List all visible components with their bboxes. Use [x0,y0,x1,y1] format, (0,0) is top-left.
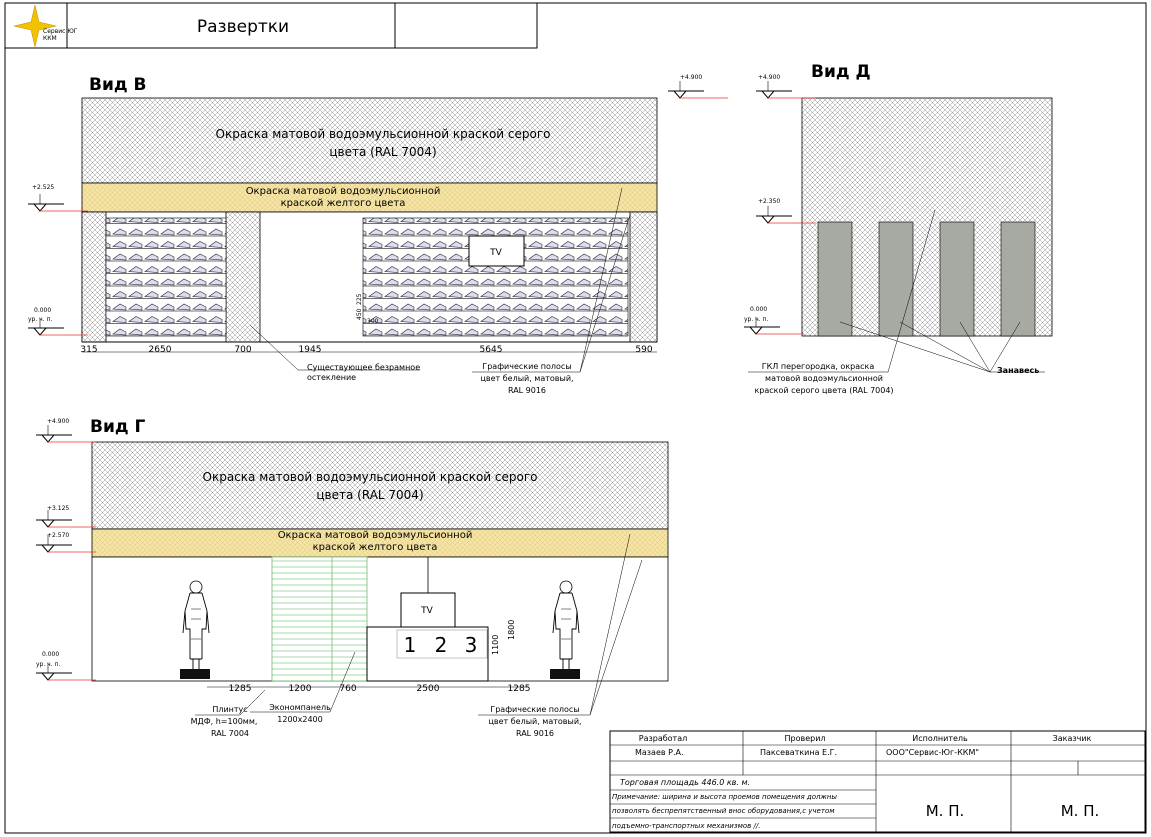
callout-curtain: Занавесь [997,366,1040,375]
plinth-right [550,669,580,679]
level-g-3125: +3.125 [47,505,70,512]
tb-note-2: позволять беспрепятственный внос оборудования,с учетом [612,807,835,815]
callout-panel-2: 1200х2400 [277,715,323,724]
sheet-title: Развертки [196,17,290,37]
callout-plinth-1: Плинтус [212,705,248,714]
dim-225: 225 [356,293,363,305]
dim-300: 300 [367,318,379,325]
dim-2650: 2650 [148,345,172,355]
tb-developer-name: Мазаев Р.А. [635,748,684,757]
curtain-4 [1001,222,1035,336]
title-block [610,731,1145,832]
logo-line-1: Сервис ЮГ [43,28,78,35]
level-d-0: 0.000 [750,306,768,313]
company-logo-icon [14,5,78,47]
dim-g-1285b: 1285 [507,684,531,694]
callout-stripes-2: цвет белый, матовый, [480,374,574,383]
callout-gkl-2: матовой водоэмульсионной [765,374,883,383]
dim-1945: 1945 [298,345,322,355]
header-block [5,3,537,48]
level-2525: +2.525 [32,184,55,191]
dim-g-1100: 1100 [491,634,500,655]
dim-700: 700 [234,345,252,355]
counter-1: 1 [403,633,417,657]
view-g-gray-label-1: Окраска матовой водоэмульсионной краской серого [202,470,538,484]
level-g-0: 0.000 [42,651,60,658]
curtain-1 [818,222,852,336]
level-d-2350: +2.350 [758,198,781,205]
view-g-yellow-label-1: Окраска матовой водоэмульсионной [277,530,473,541]
tv-label-g: TV [421,606,433,616]
view-v-yellow-label-2: краской желтого цвета [280,198,406,209]
level-g-2570: +2.570 [47,532,70,539]
tv-label: TV [490,248,502,258]
callout-panel-1: Экономпанель [269,703,331,712]
view-v-gray-label-2: цвета (RAL 7004) [329,145,437,159]
callout-stripes-3: RAL 9016 [507,386,547,395]
view-g-yellow-label-2: краской желтого цвета [312,542,438,553]
plinth-left [180,669,210,679]
curtain-2 [879,222,913,336]
view-d-title: Вид Д [811,62,871,82]
dim-g-1200: 1200 [288,684,312,694]
view-g-title: Вид Г [90,417,146,437]
view-v [28,74,728,395]
shelving-left [106,218,226,336]
dim-g-2500: 2500 [416,684,440,694]
callout-glazing-2: остекление [307,373,357,382]
econom-panel [272,557,367,681]
tb-stamp-executor: М. П. [925,802,965,820]
callout-plinth-3: RAL 7004 [210,729,250,738]
callout-gkl-1: ГКЛ перегородка, окраска [761,362,875,371]
dim-g-1285a: 1285 [228,684,252,694]
callout-plinth-2: МДФ, h=100мм, [190,717,258,726]
level-g-floor: ур. ч. п. [36,661,61,668]
tb-note-3: подъемно-транспортных механизмов //. [612,822,761,830]
level-g-4900: +4.900 [47,418,70,425]
callout-g-stripes-2: цвет белый, матовый, [488,717,582,726]
callout-gkl-3: краской серого цвета (RAL 7004) [754,386,894,395]
level-d-floor: ур. ч. п. [744,316,769,323]
tb-executor-name: ООО"Сервис-Юг-ККМ" [886,748,980,757]
callout-g-stripes-1: Графические полосы [490,705,580,714]
tb-header-executor: Исполнитель [912,734,968,743]
tb-header-developer: Разработал [638,734,688,743]
dim-315: 315 [80,345,98,355]
tb-checker-name: Паксеваткина Е.Г. [760,748,838,757]
view-g-gray-label-2: цвета (RAL 7004) [316,488,424,502]
view-v-yellow-label-1: Окраска матовой водоэмульсионной [245,186,441,197]
tb-stamp-customer: М. П. [1060,802,1100,820]
level-floor: ур. ч. п. [28,316,53,323]
tb-area: Торговая площадь 446.0 кв. м. [620,778,751,787]
callout-g-stripes-3: RAL 9016 [515,729,555,738]
tb-header-customer: Заказчик [1052,734,1092,743]
dim-g-1800: 1800 [507,619,516,640]
dim-g-760: 760 [339,684,357,694]
counter-2: 2 [434,633,448,657]
tb-header-checker: Проверил [784,734,826,743]
tb-note-1: Примечание: ширина и высота проемов помещения должны [612,793,837,801]
curtain-3 [940,222,974,336]
dim-590: 590 [635,345,653,355]
dim-5645: 5645 [479,345,503,355]
level-d-4900: +4.900 [758,74,781,81]
view-v-title: Вид В [89,75,147,95]
view-v-gray-label-1: Окраска матовой водоэмульсионной краской серого [215,127,551,141]
callout-glazing-1: Существующее безрамное [307,363,421,372]
view-d [744,62,1052,395]
level-4900: +4.900 [680,74,703,81]
dim-450: 450 [356,308,363,320]
callout-stripes-1: Графические полосы [482,362,572,371]
counter-3: 3 [464,633,478,657]
logo-line-2: ККМ [43,35,57,42]
view-g [36,417,668,738]
level-0: 0.000 [34,307,52,314]
